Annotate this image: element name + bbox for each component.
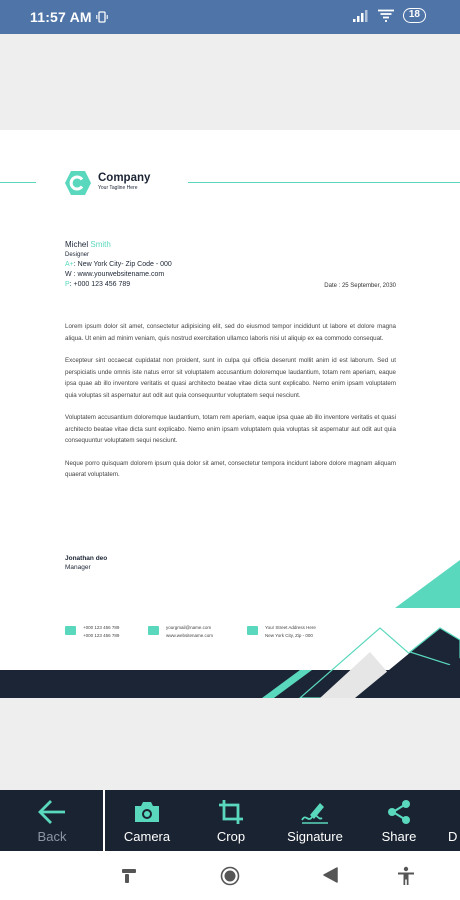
signature-button[interactable] (281, 790, 349, 851)
company-tagline: Your Tagline Here (98, 185, 138, 191)
letter-date: Date : 25 September, 2030 (324, 283, 396, 289)
header-divider-left (0, 182, 36, 183)
signatory-title: Manager (65, 564, 91, 571)
wifi-icon (377, 9, 395, 22)
accessibility-icon[interactable] (396, 866, 416, 886)
signal-icon (353, 10, 369, 22)
battery-indicator: 18 (403, 8, 426, 23)
bottom-toolbar (0, 790, 460, 851)
sender-address-value: : New York City- Zip Code - 000 (73, 261, 172, 268)
company-logo-icon (64, 170, 92, 196)
footer-address (247, 624, 316, 640)
sender-website: W : www.yourwebsitename.com (65, 271, 165, 278)
footer-street: Your Street Address Here (265, 625, 316, 630)
header-divider-right (188, 182, 460, 183)
camera-button[interactable] (118, 790, 176, 851)
crop-icon (218, 799, 244, 825)
sender-address (65, 260, 172, 270)
footer-phone-2: +000 123 456 789 (83, 633, 120, 638)
back-button[interactable] (22, 790, 82, 851)
footer-decoration (0, 540, 460, 698)
footer-phone-1: +000 123 456 789 (83, 625, 120, 630)
mail-icon (148, 626, 159, 635)
footer-phone (65, 624, 119, 640)
share-label: Share (381, 829, 417, 844)
footer-website: www.websitename.com (166, 633, 214, 638)
signature-label: Signature (287, 829, 343, 844)
body-paragraph: Excepteur sint occaecat cupidatat non proident, sunt in culpa qui officia deserunt mollit anim id est laborum. Sed ut perspiciatis unde omnis iste natus error sit voluptatem accusantium doloremque laudantium, totam rem aperiam, eaque ipsa quae ab illo inventore veritatis et quasi architecto beatae vitae dicta sunt explicabo. Nemo enim ipsam voluptatem quia voluptas sit aspernatur aut odit aut quia consequuntur voluptatem sequi nesciunt. (65, 357, 396, 399)
vibrate-icon (96, 11, 108, 23)
share-button[interactable] (375, 790, 423, 851)
body-paragraph: Neque porro quisquam dolorem ipsum quia dolor sit amet, consectetur tempora incidunt labore dolore magnam aliquam quaerat voluptatem. (65, 459, 396, 478)
phone-icon (65, 626, 76, 635)
crop-button[interactable] (206, 790, 256, 851)
back-icon[interactable] (321, 866, 339, 884)
sender-block (65, 240, 172, 290)
sender-first-name: Michel (65, 240, 89, 249)
document-preview[interactable] (0, 130, 460, 698)
sender-name (65, 240, 172, 250)
toolbar-next-label: D (448, 829, 458, 844)
sender-last-name: Smith (90, 240, 111, 249)
camera-label: Camera (123, 829, 171, 844)
system-nav-bar (0, 851, 460, 900)
status-bar (0, 0, 460, 34)
status-time: 11:57 AM (30, 9, 92, 25)
body-paragraph: Lorem ipsum dolor sit amet, consectetur adipisicing elit, sed do eiusmod tempor incididunt ut labore et dolore magna aliqua. Ut enim ad minim veniam, quis nostrud exercitation ullamco laboris nisi ut aliquip ex ea commodo consequat. (65, 323, 396, 342)
camera-icon (133, 799, 161, 825)
footer-email (148, 624, 213, 640)
crop-label: Crop (216, 829, 246, 844)
signatory-name: Jonathan deo (65, 555, 108, 562)
back-label: Back (37, 829, 67, 844)
toolbar-partial-icon (448, 799, 460, 825)
sender-phone-label: P (65, 281, 70, 288)
home-icon[interactable] (220, 866, 240, 886)
company-name: Company (98, 172, 151, 184)
sender-address-label: A+ (65, 261, 74, 268)
location-icon (247, 626, 258, 635)
sender-phone-value: : +000 123 456 789 (69, 281, 131, 288)
signature-icon (300, 799, 330, 825)
toolbar-next-button[interactable] (448, 790, 460, 851)
recents-icon[interactable] (120, 866, 138, 884)
arrow-left-icon (37, 799, 67, 825)
share-icon (385, 799, 413, 825)
sender-title: Designer (65, 252, 90, 258)
body-paragraph: Voluptatem accusantium doloremque laudantium, totam rem aperiam, eaque ipsa quae ab illo inventore veritatis et quasi architecto beatae vitae dicta sunt explicabo. Nemo enim ipsam voluptatem quia voluptas sit aspernatur aut odit aut quia consequuntur voluptatem sequi nesciunt. (65, 414, 396, 444)
sender-phone (65, 280, 172, 290)
footer-city: New York City, Zip - 000 (265, 633, 313, 638)
letter-body (65, 321, 396, 492)
footer-email-address: yourgmail@name.com (166, 625, 212, 630)
toolbar-divider (103, 790, 105, 851)
